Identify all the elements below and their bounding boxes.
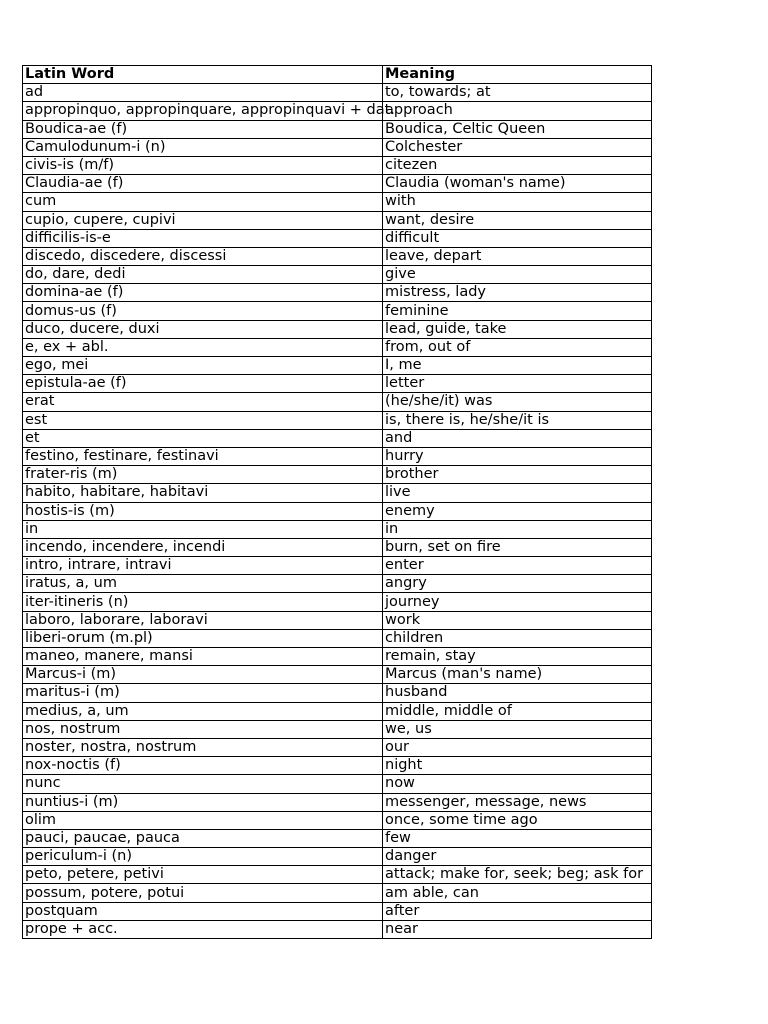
table-row — [23, 84, 652, 102]
table-row — [23, 829, 652, 847]
table-row — [23, 411, 652, 429]
table-row — [23, 775, 652, 793]
meaning-cell: Colchester — [383, 138, 652, 156]
table-row — [23, 138, 652, 156]
meaning-cell: middle, middle of — [383, 702, 652, 720]
table-row — [23, 156, 652, 174]
column-header-latin-word: Latin Word — [23, 66, 383, 84]
meaning-cell: angry — [383, 575, 652, 593]
table-row — [23, 375, 652, 393]
table-row — [23, 338, 652, 356]
table-row — [23, 320, 652, 338]
table-row — [23, 229, 652, 247]
meaning-cell: live — [383, 484, 652, 502]
table-row — [23, 702, 652, 720]
latin-word-cell: maritus-i (m) — [23, 684, 383, 702]
meaning-cell: now — [383, 775, 652, 793]
column-header-meaning: Meaning — [383, 66, 652, 84]
meaning-cell: to, towards; at — [383, 84, 652, 102]
latin-word-cell: periculum-i (n) — [23, 848, 383, 866]
latin-word-cell: frater-ris (m) — [23, 466, 383, 484]
latin-word-cell: nox-noctis (f) — [23, 757, 383, 775]
meaning-cell: lead, guide, take — [383, 320, 652, 338]
table-row — [23, 575, 652, 593]
meaning-cell: give — [383, 266, 652, 284]
meaning-cell: and — [383, 429, 652, 447]
latin-word-cell: in — [23, 520, 383, 538]
latin-word-cell: do, dare, dedi — [23, 266, 383, 284]
latin-word-cell: noster, nostra, nostrum — [23, 738, 383, 756]
latin-word-cell: peto, petere, petivi — [23, 866, 383, 884]
latin-word-cell: postquam — [23, 902, 383, 920]
table-row — [23, 920, 652, 938]
table-row — [23, 793, 652, 811]
meaning-cell: letter — [383, 375, 652, 393]
latin-word-cell: duco, ducere, duxi — [23, 320, 383, 338]
table-row — [23, 684, 652, 702]
meaning-cell: feminine — [383, 302, 652, 320]
table-row — [23, 284, 652, 302]
latin-word-cell: ad — [23, 84, 383, 102]
latin-word-cell: cupio, cupere, cupivi — [23, 211, 383, 229]
meaning-cell: is, there is, he/she/it is — [383, 411, 652, 429]
latin-word-cell: nos, nostrum — [23, 720, 383, 738]
meaning-cell: night — [383, 757, 652, 775]
latin-word-cell: e, ex + abl. — [23, 338, 383, 356]
latin-word-cell: possum, potere, potui — [23, 884, 383, 902]
table-row — [23, 757, 652, 775]
table-row — [23, 593, 652, 611]
latin-word-cell: Boudica-ae (f) — [23, 120, 383, 138]
table-row — [23, 720, 652, 738]
table-row — [23, 884, 652, 902]
latin-word-cell: hostis-is (m) — [23, 502, 383, 520]
latin-word-cell: laboro, laborare, laboravi — [23, 611, 383, 629]
meaning-cell: work — [383, 611, 652, 629]
latin-word-cell: cum — [23, 193, 383, 211]
latin-word-cell: ego, mei — [23, 357, 383, 375]
meaning-cell: remain, stay — [383, 648, 652, 666]
latin-word-cell: difficilis-is-e — [23, 229, 383, 247]
table-row — [23, 520, 652, 538]
table-row — [23, 738, 652, 756]
latin-word-cell: discedo, discedere, discessi — [23, 247, 383, 265]
table-row — [23, 557, 652, 575]
table-row — [23, 811, 652, 829]
table-row — [23, 266, 652, 284]
latin-word-cell: intro, intrare, intravi — [23, 557, 383, 575]
latin-word-cell: Marcus-i (m) — [23, 666, 383, 684]
latin-word-cell: civis-is (m/f) — [23, 156, 383, 174]
latin-word-cell: erat — [23, 393, 383, 411]
vocabulary-table — [22, 65, 652, 939]
meaning-cell: near — [383, 920, 652, 938]
meaning-cell: am able, can — [383, 884, 652, 902]
latin-word-cell: festino, festinare, festinavi — [23, 447, 383, 465]
latin-word-cell: epistula-ae (f) — [23, 375, 383, 393]
meaning-cell: husband — [383, 684, 652, 702]
meaning-cell: (he/she/it) was — [383, 393, 652, 411]
meaning-cell: Boudica, Celtic Queen — [383, 120, 652, 138]
table-row — [23, 429, 652, 447]
table-row — [23, 102, 652, 120]
table-row — [23, 611, 652, 629]
table-row — [23, 302, 652, 320]
table-header-row — [23, 66, 652, 84]
table-row — [23, 447, 652, 465]
latin-word-cell: domina-ae (f) — [23, 284, 383, 302]
latin-word-cell: nunc — [23, 775, 383, 793]
meaning-cell: citezen — [383, 156, 652, 174]
meaning-cell: we, us — [383, 720, 652, 738]
table-row — [23, 538, 652, 556]
meaning-cell: hurry — [383, 447, 652, 465]
meaning-cell: our — [383, 738, 652, 756]
table-row — [23, 211, 652, 229]
table-row — [23, 866, 652, 884]
meaning-cell: few — [383, 829, 652, 847]
meaning-cell: enemy — [383, 502, 652, 520]
latin-word-cell: Claudia-ae (f) — [23, 175, 383, 193]
table-row — [23, 848, 652, 866]
table-row — [23, 357, 652, 375]
table-row — [23, 502, 652, 520]
latin-word-cell: iratus, a, um — [23, 575, 383, 593]
meaning-cell: attack; make for, seek; beg; ask for — [383, 866, 652, 884]
latin-word-cell: prope + acc. — [23, 920, 383, 938]
latin-word-cell: maneo, manere, mansi — [23, 648, 383, 666]
latin-word-cell: iter-itineris (n) — [23, 593, 383, 611]
meaning-cell: with — [383, 193, 652, 211]
latin-word-cell: est — [23, 411, 383, 429]
latin-word-cell: domus-us (f) — [23, 302, 383, 320]
meaning-cell: after — [383, 902, 652, 920]
latin-word-cell: habito, habitare, habitavi — [23, 484, 383, 502]
meaning-cell: burn, set on fire — [383, 538, 652, 556]
meaning-cell: difficult — [383, 229, 652, 247]
latin-word-cell: Camulodunum-i (n) — [23, 138, 383, 156]
table-body — [23, 84, 652, 939]
table-row — [23, 484, 652, 502]
meaning-cell: Marcus (man's name) — [383, 666, 652, 684]
latin-word-cell: liberi-orum (m.pl) — [23, 629, 383, 647]
meaning-cell: leave, depart — [383, 247, 652, 265]
table-row — [23, 466, 652, 484]
latin-word-cell: medius, a, um — [23, 702, 383, 720]
latin-word-cell: olim — [23, 811, 383, 829]
latin-word-cell: incendo, incendere, incendi — [23, 538, 383, 556]
table-row — [23, 393, 652, 411]
meaning-cell: approach — [383, 102, 652, 120]
meaning-cell: danger — [383, 848, 652, 866]
table-row — [23, 648, 652, 666]
meaning-cell: brother — [383, 466, 652, 484]
table-row — [23, 175, 652, 193]
latin-word-cell: pauci, paucae, pauca — [23, 829, 383, 847]
meaning-cell: children — [383, 629, 652, 647]
table-row — [23, 666, 652, 684]
table-row — [23, 193, 652, 211]
table-row — [23, 629, 652, 647]
latin-word-cell: et — [23, 429, 383, 447]
meaning-cell: in — [383, 520, 652, 538]
meaning-cell: from, out of — [383, 338, 652, 356]
meaning-cell: mistress, lady — [383, 284, 652, 302]
table-row — [23, 247, 652, 265]
meaning-cell: want, desire — [383, 211, 652, 229]
meaning-cell: once, some time ago — [383, 811, 652, 829]
meaning-cell: Claudia (woman's name) — [383, 175, 652, 193]
latin-word-cell: nuntius-i (m) — [23, 793, 383, 811]
meaning-cell: messenger, message, news — [383, 793, 652, 811]
meaning-cell: enter — [383, 557, 652, 575]
latin-word-cell: appropinquo, appropinquare, appropinquavi + dat. — [23, 102, 383, 120]
table-row — [23, 120, 652, 138]
table-row — [23, 902, 652, 920]
meaning-cell: I, me — [383, 357, 652, 375]
meaning-cell: journey — [383, 593, 652, 611]
